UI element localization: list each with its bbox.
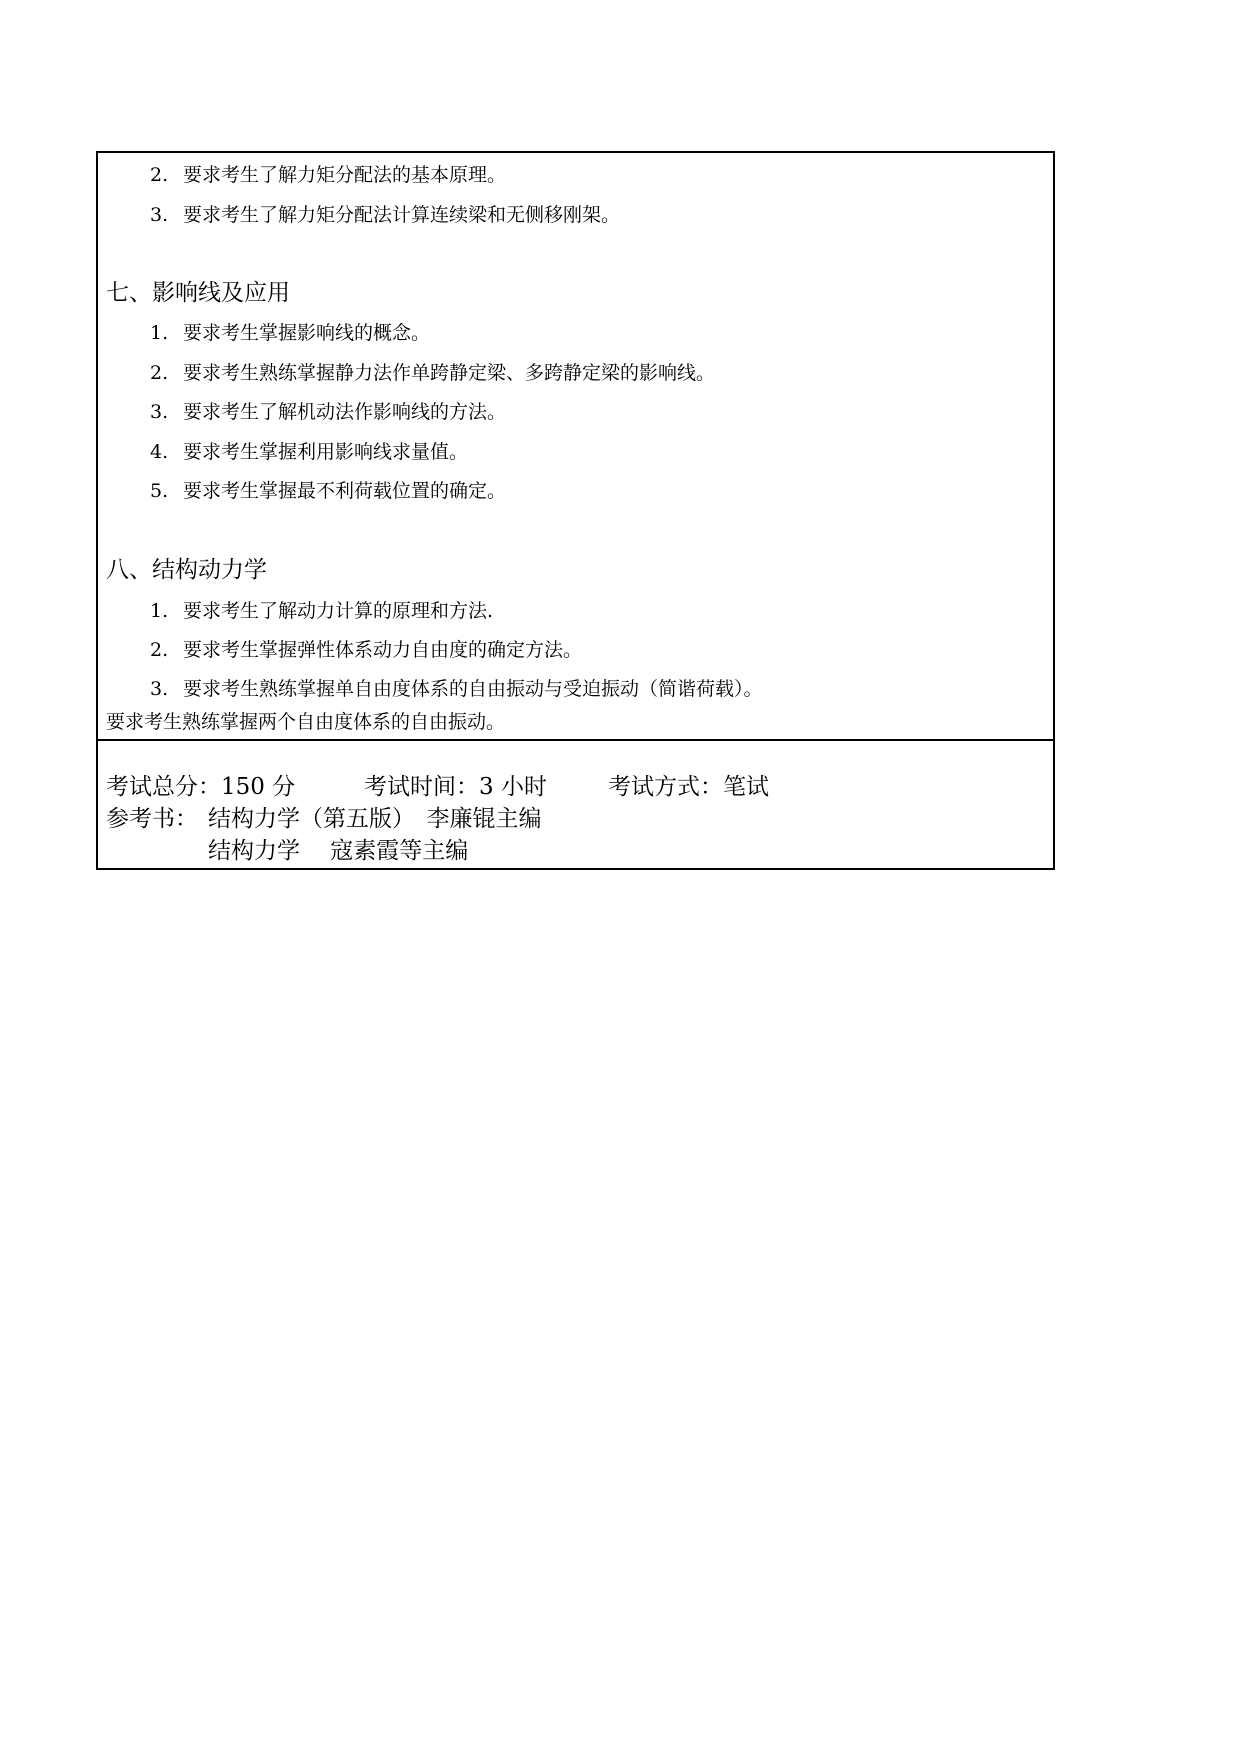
exam-duration: 考试时间：3 小时 bbox=[364, 774, 547, 800]
table-divider bbox=[98, 739, 1053, 741]
s7-item-5-text: 要求考生掌握最不利荷载位置的确定。 bbox=[183, 480, 507, 502]
s7-item-4-text: 要求考生掌握利用影响线求量值。 bbox=[183, 441, 469, 463]
s8-item-1-number: 1. bbox=[150, 600, 169, 622]
section7-heading: 七、影响线及应用 bbox=[106, 280, 290, 306]
reference-1: 结构力学（第五版） 李廉锟主编 bbox=[208, 806, 542, 832]
exam-total-score: 考试总分：150 分 bbox=[106, 774, 296, 800]
s6-item-2-number: 2. bbox=[150, 164, 169, 186]
s8-item-2-number: 2. bbox=[150, 639, 169, 661]
s7-item-1-text: 要求考生掌握影响线的概念。 bbox=[183, 322, 431, 344]
s7-item-2-number: 2. bbox=[150, 362, 169, 384]
s6-item-3-number: 3. bbox=[150, 204, 169, 226]
s6-item-2-text: 要求考生了解力矩分配法的基本原理。 bbox=[183, 164, 507, 186]
s8-item-1-text: 要求考生了解动力计算的原理和方法. bbox=[183, 600, 494, 622]
section8-heading: 八、结构动力学 bbox=[106, 557, 267, 583]
s8-extra-line: 要求考生熟练掌握两个自由度体系的自由振动。 bbox=[106, 711, 506, 733]
s7-item-3-text: 要求考生了解机动法作影响线的方法。 bbox=[183, 401, 507, 423]
s7-item-2-text: 要求考生熟练掌握静力法作单跨静定梁、多跨静定梁的影响线。 bbox=[183, 362, 716, 384]
s6-item-3-text: 要求考生了解力矩分配法计算连续梁和无侧移刚架。 bbox=[183, 204, 621, 226]
s8-item-2-text: 要求考生掌握弹性体系动力自由度的确定方法。 bbox=[183, 639, 583, 661]
exam-method: 考试方式：笔试 bbox=[608, 774, 769, 800]
s8-item-3-text: 要求考生熟练掌握单自由度体系的自由振动与受迫振动（简谐荷载）。 bbox=[183, 678, 763, 700]
s8-item-3-number: 3. bbox=[150, 678, 169, 700]
s7-item-4-number: 4. bbox=[150, 441, 169, 463]
syllabus-table bbox=[96, 151, 1055, 870]
reference-2: 结构力学 寇素霞等主编 bbox=[208, 838, 469, 864]
s7-item-5-number: 5. bbox=[150, 480, 169, 502]
s7-item-3-number: 3. bbox=[150, 401, 169, 423]
s7-item-1-number: 1. bbox=[150, 322, 169, 344]
references-label: 参考书： bbox=[106, 806, 198, 832]
